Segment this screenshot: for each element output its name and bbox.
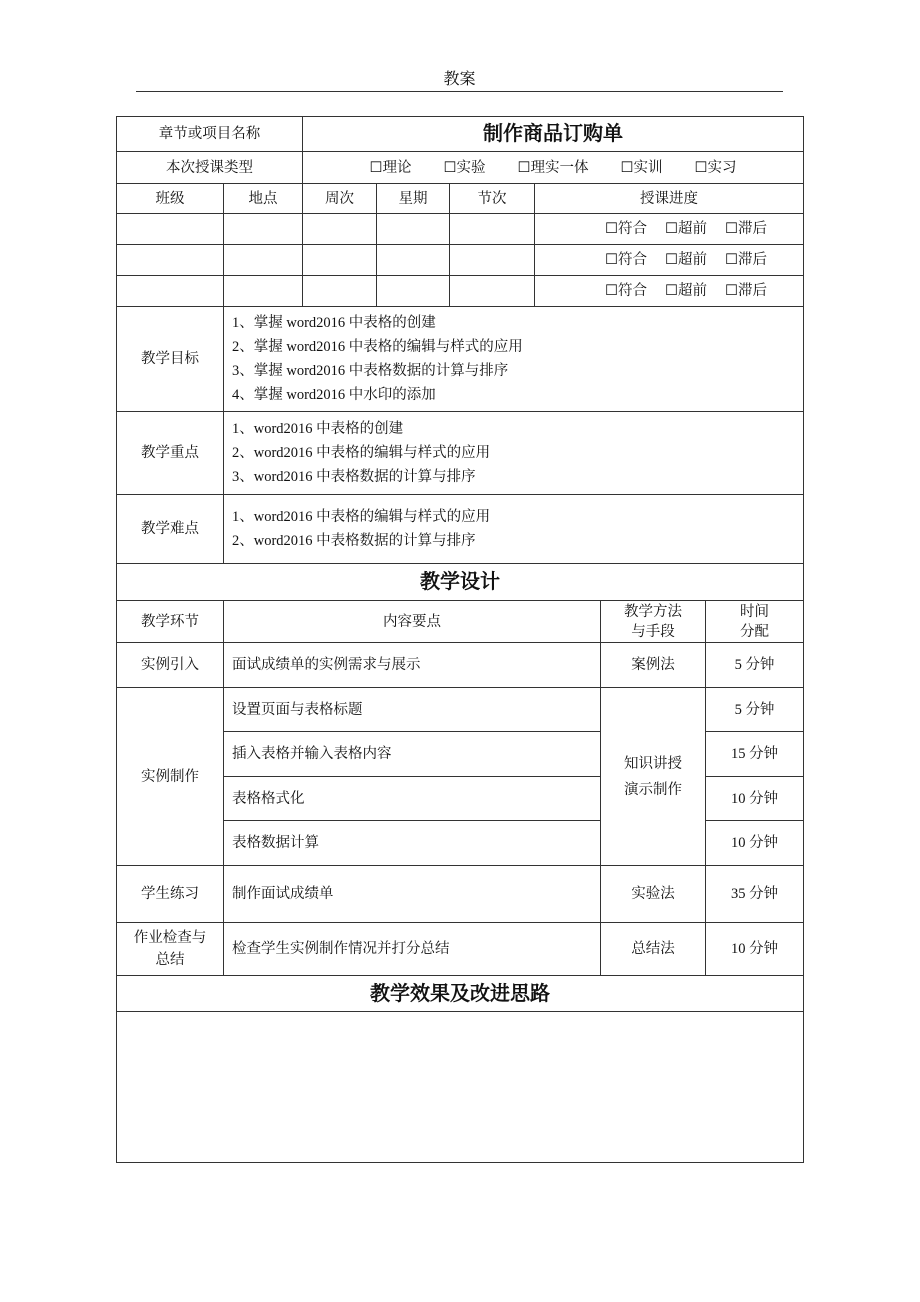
difficulties-label: 教学难点 xyxy=(117,495,224,564)
progress-ahead[interactable]: ☐超前 xyxy=(665,252,707,268)
col-class: 班级 xyxy=(117,184,224,214)
col-stage: 教学环节 xyxy=(117,601,224,643)
design-row xyxy=(117,688,804,732)
type-option-training[interactable]: ☐实训 xyxy=(620,159,663,176)
stage: 实例制作 xyxy=(117,688,224,866)
content: 面试成绩单的实例需求与展示 xyxy=(224,643,601,688)
cell[interactable] xyxy=(224,214,303,245)
method-line1: 知识讲授 xyxy=(624,755,682,772)
lesson-plan-table xyxy=(116,116,804,1163)
type-option-integrated[interactable]: ☐理实一体 xyxy=(517,159,589,176)
difficulties-list xyxy=(224,495,804,564)
content: 表格格式化 xyxy=(224,777,601,821)
content: 制作面试成绩单 xyxy=(224,866,601,923)
key-point-item: 1、word2016 中表格的创建 xyxy=(232,421,404,437)
cell[interactable] xyxy=(450,276,535,307)
stage-line1: 作业检查与 xyxy=(133,930,207,946)
cell[interactable] xyxy=(224,245,303,276)
stage-line2: 总结 xyxy=(155,952,185,968)
type-options xyxy=(303,152,804,184)
key-points-label: 教学重点 xyxy=(117,412,224,495)
method xyxy=(601,688,706,866)
col-location: 地点 xyxy=(224,184,303,214)
cell[interactable] xyxy=(117,276,224,307)
col-method-line1: 教学方法 xyxy=(624,603,682,620)
effect-content[interactable] xyxy=(117,1012,804,1163)
method-line2: 演示制作 xyxy=(624,781,682,798)
design-row xyxy=(117,866,804,923)
progress-options xyxy=(535,245,804,276)
progress-options xyxy=(535,214,804,245)
time: 10 分钟 xyxy=(706,821,804,866)
method: 案例法 xyxy=(601,643,706,688)
type-option-experiment[interactable]: ☐实验 xyxy=(443,159,486,176)
col-progress: 授课进度 xyxy=(535,184,804,214)
progress-behind[interactable]: ☐滞后 xyxy=(725,283,767,299)
cell[interactable] xyxy=(117,214,224,245)
time: 35 分钟 xyxy=(706,866,804,923)
cell[interactable] xyxy=(377,214,450,245)
time: 15 分钟 xyxy=(706,732,804,777)
progress-on-track[interactable]: ☐符合 xyxy=(605,252,647,268)
method: 总结法 xyxy=(601,923,706,976)
cell[interactable] xyxy=(303,245,377,276)
objective-item: 4、掌握 word2016 中水印的添加 xyxy=(232,387,436,403)
chapter-label: 章节或项目名称 xyxy=(117,117,303,152)
cell[interactable] xyxy=(450,245,535,276)
cell[interactable] xyxy=(303,214,377,245)
stage xyxy=(117,923,224,976)
col-time-line2: 分配 xyxy=(740,623,769,640)
key-point-item: 2、word2016 中表格的编辑与样式的应用 xyxy=(232,445,491,461)
time: 10 分钟 xyxy=(706,923,804,976)
progress-behind[interactable]: ☐滞后 xyxy=(725,252,767,268)
chapter-title: 制作商品订购单 xyxy=(303,117,804,152)
type-option-theory[interactable]: ☐理论 xyxy=(369,159,412,176)
cell[interactable] xyxy=(224,276,303,307)
progress-options xyxy=(535,276,804,307)
header-divider xyxy=(136,91,783,92)
progress-behind[interactable]: ☐滞后 xyxy=(725,221,767,237)
col-week: 周次 xyxy=(303,184,377,214)
progress-ahead[interactable]: ☐超前 xyxy=(665,283,707,299)
cell[interactable] xyxy=(377,276,450,307)
content: 插入表格并输入表格内容 xyxy=(224,732,601,777)
objective-item: 2、掌握 word2016 中表格的编辑与样式的应用 xyxy=(232,339,523,355)
key-point-item: 3、word2016 中表格数据的计算与排序 xyxy=(232,469,476,485)
time: 5 分钟 xyxy=(706,643,804,688)
col-content: 内容要点 xyxy=(224,601,601,643)
progress-on-track[interactable]: ☐符合 xyxy=(605,283,647,299)
design-row xyxy=(117,923,804,976)
content: 检查学生实例制作情况并打分总结 xyxy=(224,923,601,976)
schedule-row xyxy=(117,214,804,245)
method: 实验法 xyxy=(601,866,706,923)
time: 5 分钟 xyxy=(706,688,804,732)
difficulty-item: 2、word2016 中表格数据的计算与排序 xyxy=(232,533,476,549)
stage: 学生练习 xyxy=(117,866,224,923)
progress-on-track[interactable]: ☐符合 xyxy=(605,221,647,237)
difficulty-item: 1、word2016 中表格的编辑与样式的应用 xyxy=(232,509,491,525)
objective-item: 3、掌握 word2016 中表格数据的计算与排序 xyxy=(232,363,509,379)
cell[interactable] xyxy=(450,214,535,245)
cell[interactable] xyxy=(303,276,377,307)
key-points-list xyxy=(224,412,804,495)
doc-header: 教案 xyxy=(443,71,476,88)
content: 设置页面与表格标题 xyxy=(224,688,601,732)
col-method-line2: 与手段 xyxy=(631,623,675,640)
objectives-list xyxy=(224,307,804,412)
cell[interactable] xyxy=(377,245,450,276)
schedule-row xyxy=(117,276,804,307)
schedule-row xyxy=(117,245,804,276)
effect-title: 教学效果及改进思路 xyxy=(117,976,804,1012)
time: 10 分钟 xyxy=(706,777,804,821)
objective-item: 1、掌握 word2016 中表格的创建 xyxy=(232,315,436,331)
type-option-internship[interactable]: ☐实习 xyxy=(694,159,737,176)
cell[interactable] xyxy=(117,245,224,276)
col-method xyxy=(601,601,706,643)
content: 表格数据计算 xyxy=(224,821,601,866)
design-row xyxy=(117,643,804,688)
progress-ahead[interactable]: ☐超前 xyxy=(665,221,707,237)
stage: 实例引入 xyxy=(117,643,224,688)
col-time xyxy=(706,601,804,643)
col-time-line1: 时间 xyxy=(740,603,769,620)
design-title: 教学设计 xyxy=(117,564,804,601)
objectives-label: 教学目标 xyxy=(117,307,224,412)
type-label: 本次授课类型 xyxy=(117,152,303,184)
col-period: 节次 xyxy=(450,184,535,214)
col-weekday: 星期 xyxy=(377,184,450,214)
